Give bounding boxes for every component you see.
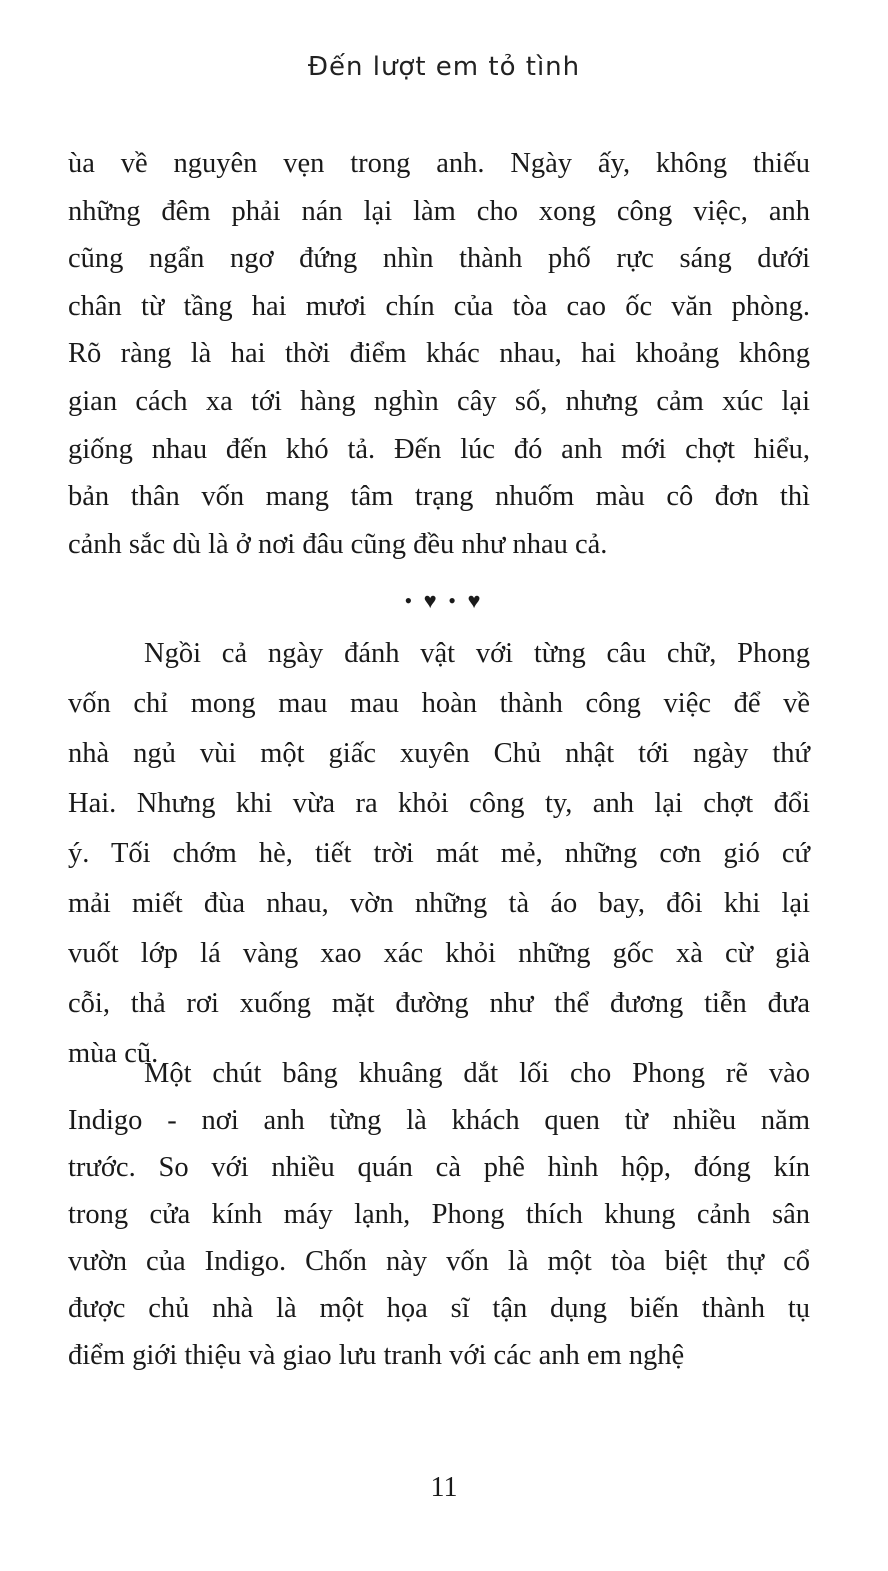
text-line-content: ý. Tối chớm hè, tiết trời mát mẻ, những cơn gió cứ	[68, 838, 810, 869]
text-line-content: những đêm phải nán lại làm cho xong công việc, anh	[68, 195, 810, 227]
text-line-content: điểm giới thiệu và giao lưu tranh với các anh em nghệ	[68, 1340, 685, 1371]
text-line-content: nhà ngủ vùi một giấc xuyên Chủ nhật tới ngày thứ	[68, 738, 810, 769]
text-line-content: bản thân vốn mang tâm trạng nhuốm màu cô đơn thì	[68, 481, 810, 513]
text-line-content: Hai. Nhưng khi vừa ra khỏi công ty, anh lại chợt đổi	[68, 788, 810, 819]
text-line-content: trong cửa kính máy lạnh, Phong thích khung cảnh sân	[68, 1199, 810, 1230]
text-line-content: mùa cũ.	[68, 1038, 159, 1069]
text-line-content: chân từ tầng hai mươi chín của tòa cao ốc văn phòng.	[68, 290, 810, 322]
text-line-content: Indigo - nơi anh từng là khách quen từ nhiều năm	[68, 1105, 810, 1136]
text-line-content: vuốt lớp lá vàng xao xác khỏi những gốc xà cừ già	[68, 938, 810, 969]
section-break-ornament: • ♥ • ♥	[404, 588, 484, 613]
text-line-content: được chủ nhà là một họa sĩ tận dụng biến thành tụ	[68, 1293, 810, 1324]
text-line-content: cảnh sắc dù là ở nơi đâu cũng đều như nhau cả.	[68, 528, 608, 560]
text-line-content: giống nhau đến khó tả. Đến lúc đó anh mới chợt hiểu,	[68, 433, 810, 465]
text-line-content: vườn của Indigo. Chốn này vốn là một tòa biệt thự cổ	[68, 1246, 810, 1277]
running-header: Đến lượt em tỏ tình	[307, 52, 581, 82]
text-line-content: ùa về nguyên vẹn trong anh. Ngày ấy, không thiếu	[68, 148, 810, 179]
text-line-content: mải miết đùa nhau, vờn những tà áo bay, đôi khi lại	[68, 888, 810, 919]
text-line-content: Ngồi cả ngày đánh vật với từng câu chữ, Phong	[144, 638, 810, 669]
text-line-content: trước. So với nhiều quán cà phê hình hộp, đóng kín	[68, 1152, 810, 1183]
text-line-content: cỗi, thả rơi xuống mặt đường như thể đương tiễn đưa	[68, 988, 810, 1019]
text-line-content: cũng ngẩn ngơ đứng nhìn thành phố rực sáng dưới	[68, 243, 810, 275]
text-line-content: Rõ ràng là hai thời điểm khác nhau, hai khoảng không	[68, 338, 810, 370]
page-number: 11	[430, 1472, 458, 1503]
text-line-content: Một chút bâng khuâng dắt lối cho Phong rẽ vào	[144, 1058, 810, 1089]
text-line-content: gian cách xa tới hàng nghìn cây số, nhưng cảm xúc lại	[68, 386, 810, 417]
text-line-content: vốn chỉ mong mau mau hoàn thành công việc để về	[68, 688, 810, 719]
